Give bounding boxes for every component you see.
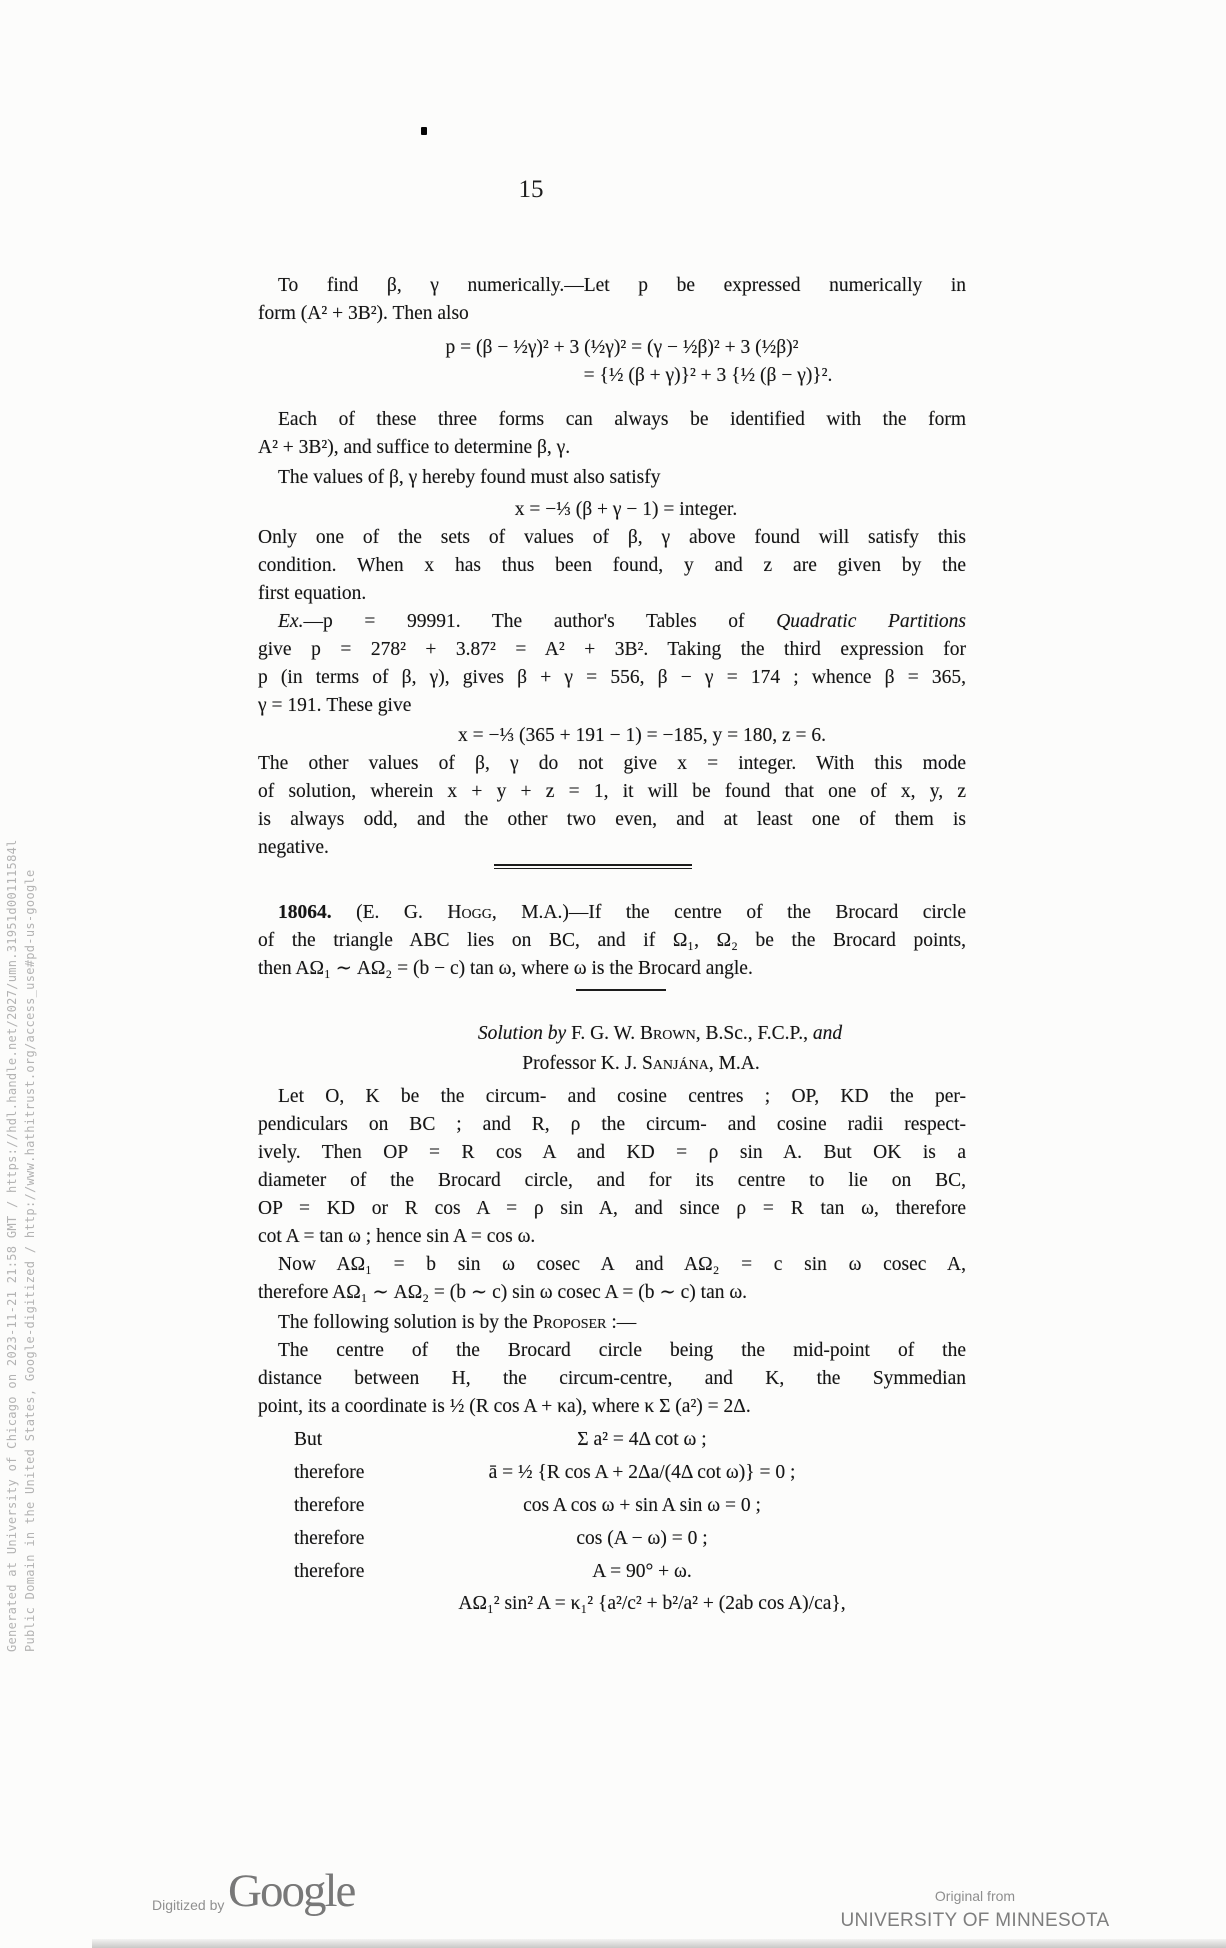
text-line: therefore AΩ₁ ∼ AΩ₂ = (b ∼ c) sin ω cosec A = (b ∼ c) tan ω. bbox=[258, 1282, 748, 1303]
digitized-by-label: Digitized by bbox=[152, 1897, 225, 1913]
problem-divider-rule bbox=[576, 989, 666, 991]
paragraph-example bbox=[258, 608, 966, 720]
text-span: and bbox=[812, 1023, 843, 1044]
text-line: Now AΩ₁ = b sin ω cosec A and AΩ₂ = c sin ω cosec A, bbox=[278, 1254, 966, 1275]
text-line: The other values of β, γ do not give x = integer. With this mode bbox=[258, 753, 966, 774]
original-from-label: Original from bbox=[934, 1888, 1016, 1904]
derivation-step bbox=[258, 1492, 966, 1520]
equation-x-result: x = −⅓ (365 + 191 − 1) = −185, y = 180, z = 6. bbox=[458, 725, 826, 746]
text-span: , M.A.)—If the centre of the Brocard circle bbox=[491, 902, 966, 923]
paragraph-each-forms bbox=[258, 406, 966, 462]
text-line: give p = 278² + 3.87² = A² + 3B². Taking the third expression for bbox=[258, 639, 966, 660]
step-equation: A = 90° + ω. bbox=[592, 1561, 692, 1582]
text-line: form (A² + 3B²). Then also bbox=[258, 303, 469, 324]
text-line: OP = KD or R cos A = ρ sin A, and since ρ = R tan ω, therefore bbox=[258, 1198, 966, 1219]
derivation-step bbox=[258, 1525, 966, 1553]
text-line: first equation. bbox=[258, 583, 367, 604]
hathitrust-credit-line-2: Public Domain in the United States, Google-digitized / http://www.hathitrust.org/access_use#pd-us-google bbox=[23, 869, 37, 1652]
text-line: To find β, γ numerically.—Let p be expressed numerically in bbox=[278, 275, 966, 296]
step-label: therefore bbox=[294, 1495, 365, 1516]
step-equation: cos A cos ω + sin A sin ω = 0 ; bbox=[523, 1495, 761, 1516]
equation-line: = {½ (β + γ)}² + 3 {½ (β − γ)}². bbox=[583, 365, 833, 386]
step-label: therefore bbox=[294, 1561, 365, 1582]
text-line: point, its a coordinate is ½ (R cos A + κa), where κ Σ (a²) = 2Δ. bbox=[258, 1396, 751, 1417]
solution-paragraph-1 bbox=[258, 1083, 966, 1251]
text-span: , B.Sc., F.C.P., bbox=[695, 1023, 813, 1044]
text-span: Professor K. J. bbox=[522, 1053, 642, 1074]
paragraph-values bbox=[258, 464, 966, 492]
text-span: F. G. W. bbox=[566, 1023, 640, 1044]
proposer-name: Hogg bbox=[447, 902, 492, 923]
text-span: (E. G. bbox=[331, 902, 448, 923]
text-span: :— bbox=[606, 1312, 637, 1333]
step-equation: ā = ½ {R cos A + 2Δa/(4Δ cot ω)} = 0 ; bbox=[488, 1462, 796, 1483]
text-line: of solution, wherein x + y + z = 1, it will be found that one of x, y, z bbox=[258, 781, 966, 802]
derivation-step bbox=[258, 1426, 966, 1454]
text-line: ively. Then OP = R cos A and KD = ρ sin A. But OK is a bbox=[258, 1142, 966, 1163]
page-number: 15 bbox=[518, 176, 544, 203]
text-line: Only one of the sets of values of β, γ above found will satisfy this bbox=[258, 527, 966, 548]
text-line: of the triangle ABC lies on BC, and if Ω₁, Ω₂ be the Brocard points, bbox=[258, 930, 966, 951]
text-line: cot A = tan ω ; hence sin A = cos ω. bbox=[258, 1226, 536, 1247]
paragraph-to-find bbox=[258, 272, 966, 328]
text-line: The values of β, γ hereby found must also satisfy bbox=[278, 467, 661, 488]
equation-x-integer: x = −⅓ (β + γ − 1) = integer. bbox=[514, 499, 738, 520]
paragraph-other-values bbox=[258, 750, 966, 862]
solver-name-sanjana: Sanjána bbox=[641, 1053, 709, 1074]
step-label: But bbox=[294, 1429, 323, 1450]
text-line: A² + 3B²), and suffice to determine β, γ. bbox=[258, 437, 571, 458]
book-title: Quadratic Partitions bbox=[776, 611, 966, 632]
text-line: negative. bbox=[258, 837, 329, 858]
solution-paragraph-3 bbox=[258, 1337, 966, 1421]
byline-line-2 bbox=[258, 1049, 966, 1079]
solution-byline bbox=[258, 1019, 966, 1079]
equation-p-forms bbox=[258, 334, 966, 390]
derivation-step bbox=[258, 1459, 966, 1487]
source-university-label: UNIVERSITY OF MINNESOTA bbox=[840, 1910, 1110, 1931]
example-label: Ex. bbox=[278, 611, 304, 632]
paragraph-only-one bbox=[258, 524, 966, 608]
proposer-solution-intro bbox=[258, 1309, 966, 1337]
text-span: —p = 99991. The author's Tables of bbox=[303, 611, 777, 632]
text-line: is always odd, and the other two even, and at least one of them is bbox=[258, 809, 966, 830]
text-span: , M.A. bbox=[708, 1053, 760, 1074]
equation-line: p = (β − ½γ)² + 3 (½γ)² = (γ − ½β)² + 3 (½β)² bbox=[445, 337, 799, 358]
article-column bbox=[258, 272, 966, 1618]
text-span: Solution by bbox=[477, 1023, 567, 1044]
step-equation: Σ a² = 4Δ cot ω ; bbox=[577, 1429, 707, 1450]
text-line: condition. When x has thus been found, y and z are given by the bbox=[258, 555, 966, 576]
problem-statement bbox=[258, 899, 966, 983]
problem-number: 18064. bbox=[278, 902, 332, 923]
hathitrust-credit-line-1: Generated at University of Chicago on 2023-11-21 21:58 GMT / https://hdl.handle.net/2027/umn.31951d00111584l bbox=[5, 839, 19, 1652]
text-line: The centre of the Brocard circle being the mid-point of the bbox=[278, 1340, 966, 1361]
derivation-step bbox=[258, 1558, 966, 1586]
byline-line-1 bbox=[258, 1019, 966, 1049]
solver-name-brown: Brown bbox=[639, 1023, 696, 1044]
proposer-label: Proposer bbox=[532, 1312, 607, 1333]
text-line: distance between H, the circum-centre, and K, the Symmedian bbox=[258, 1368, 966, 1389]
text-line: γ = 191. These give bbox=[258, 695, 412, 716]
text-line bbox=[258, 608, 966, 636]
scan-edge-shadow bbox=[92, 1939, 1226, 1948]
text-span: The following solution is by the bbox=[278, 1312, 533, 1333]
print-speck bbox=[421, 127, 427, 135]
step-equation: cos (A − ω) = 0 ; bbox=[576, 1528, 708, 1549]
step-label: therefore bbox=[294, 1528, 365, 1549]
text-line bbox=[258, 899, 966, 927]
google-logo: Google bbox=[228, 1865, 355, 1917]
text-line: pendiculars on BC ; and R, ρ the circum- and cosine radii respect- bbox=[258, 1114, 966, 1135]
section-divider-double-rule bbox=[494, 864, 692, 869]
equation-final: AΩ₁² sin² A = κ₁² {a²/c² + b²/a² + (2ab cos A)/ca}, bbox=[458, 1593, 846, 1614]
text-line: then AΩ₁ ∼ AΩ₂ = (b − c) tan ω, where ω is the Brocard angle. bbox=[258, 958, 753, 979]
solution-paragraph-2 bbox=[258, 1251, 966, 1307]
text-line: Let O, K be the circum- and cosine centres ; OP, KD the per- bbox=[278, 1086, 966, 1107]
text-line: diameter of the Brocard circle, and for its centre to lie on BC, bbox=[258, 1170, 966, 1191]
step-label: therefore bbox=[294, 1462, 365, 1483]
text-line: p (in terms of β, γ), gives β + γ = 556, β − γ = 174 ; whence β = 365, bbox=[258, 667, 966, 688]
text-line: Each of these three forms can always be identified with the form bbox=[278, 409, 966, 430]
